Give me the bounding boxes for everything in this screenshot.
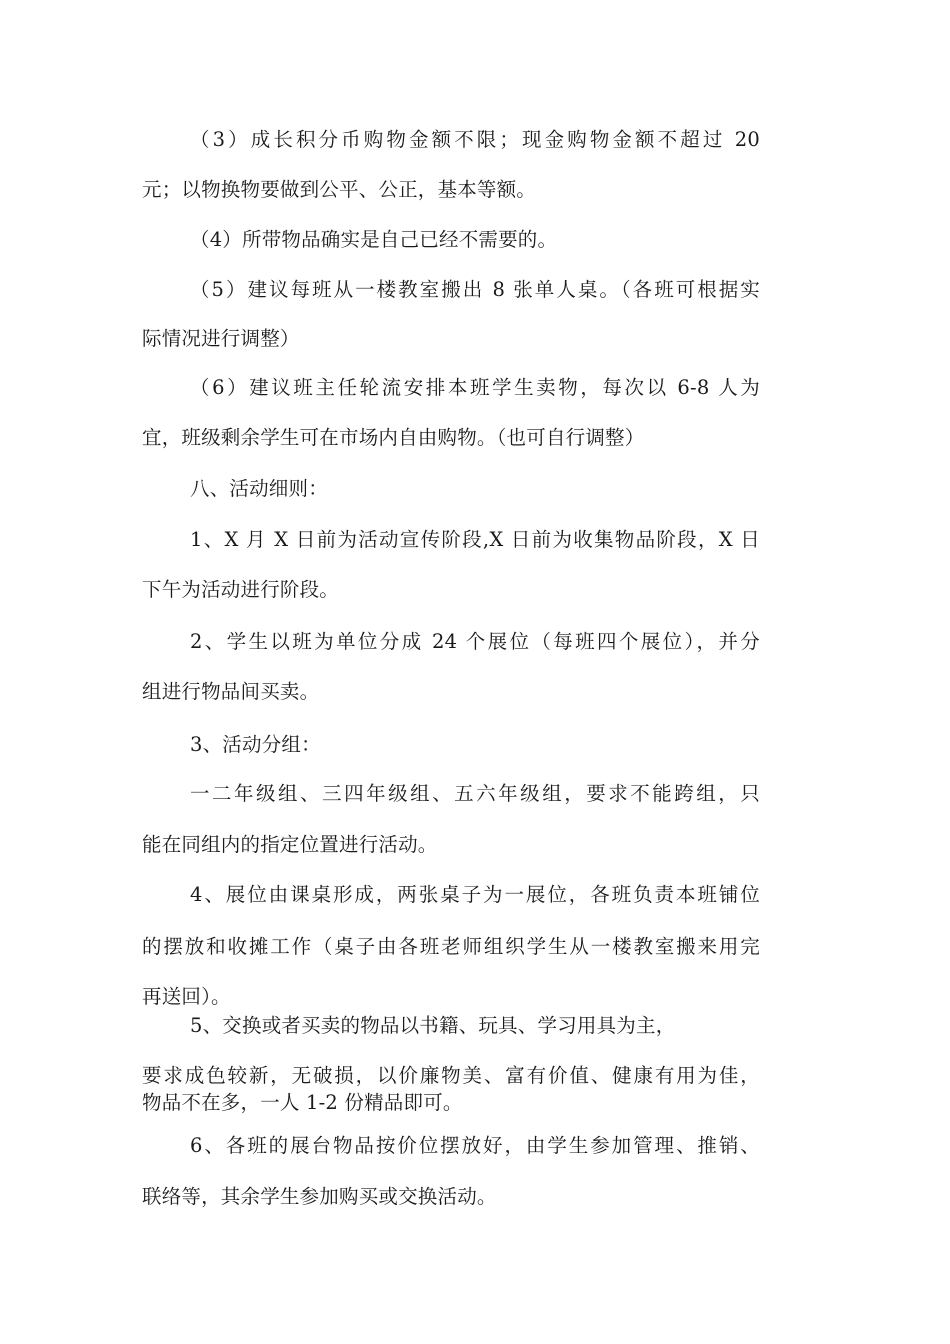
paragraph-line: 一二年级组、三四年级组、五六年级组，要求不能跨组，只: [190, 782, 760, 805]
paragraph-line: 物品不在多，一人 1-2 份精品即可。: [142, 1091, 463, 1114]
paragraph-line: 3、活动分组：: [190, 733, 321, 756]
paragraph-line: （4）所带物品确实是自己已经不需要的。: [190, 228, 558, 251]
paragraph-line: 联络等，其余学生参加购买或交换活动。: [142, 1185, 497, 1208]
paragraph-line: 1、X 月 X 日前为活动宣传阶段,X 日前为收集物品阶段，X 日: [190, 528, 760, 551]
paragraph-line: （3）成长积分币购物金额不限；现金购物金额不超过 20: [190, 128, 760, 151]
paragraph-line: （6）建议班主任轮流安排本班学生卖物，每次以 6-8 人为: [190, 376, 760, 399]
paragraph-line: 2、学生以班为单位分成 24 个展位（每班四个展位），并分: [190, 630, 760, 653]
paragraph-line: 6、各班的展台物品按价位摆放好，由学生参加管理、推销、: [190, 1134, 760, 1157]
paragraph-line: 下午为活动进行阶段。: [142, 578, 340, 601]
paragraph-line: 再送回）。: [142, 985, 231, 1008]
paragraph-line: （5）建议每班从一楼教室搬出 8 张单人桌。（各班可根据实: [190, 278, 760, 301]
paragraph-line: 5、交换或者买卖的物品以书籍、玩具、学习用具为主，: [190, 1014, 676, 1037]
paragraph-line: 组进行物品间买卖。: [142, 680, 320, 703]
paragraph-line: 4、展位由课桌形成，两张桌子为一展位，各班负责本班铺位: [190, 883, 760, 906]
paragraph-line: 宜，班级剩余学生可在市场内自由购物。（也可自行调整）: [142, 426, 645, 449]
paragraph-line: 元；以物换物要做到公平、公正，基本等额。: [142, 178, 537, 201]
paragraph-line: 能在同组内的指定位置进行活动。: [142, 833, 438, 856]
section-heading: 八、活动细则：: [190, 477, 328, 500]
paragraph-line: 的摆放和收摊工作（桌子由各班老师组织学生从一楼教室搬来用完: [142, 935, 760, 958]
paragraph-line: 要求成色较新，无破损，以价廉物美、富有价值、健康有用为佳，: [142, 1064, 760, 1087]
paragraph-line: 际情况进行调整）: [142, 327, 300, 350]
